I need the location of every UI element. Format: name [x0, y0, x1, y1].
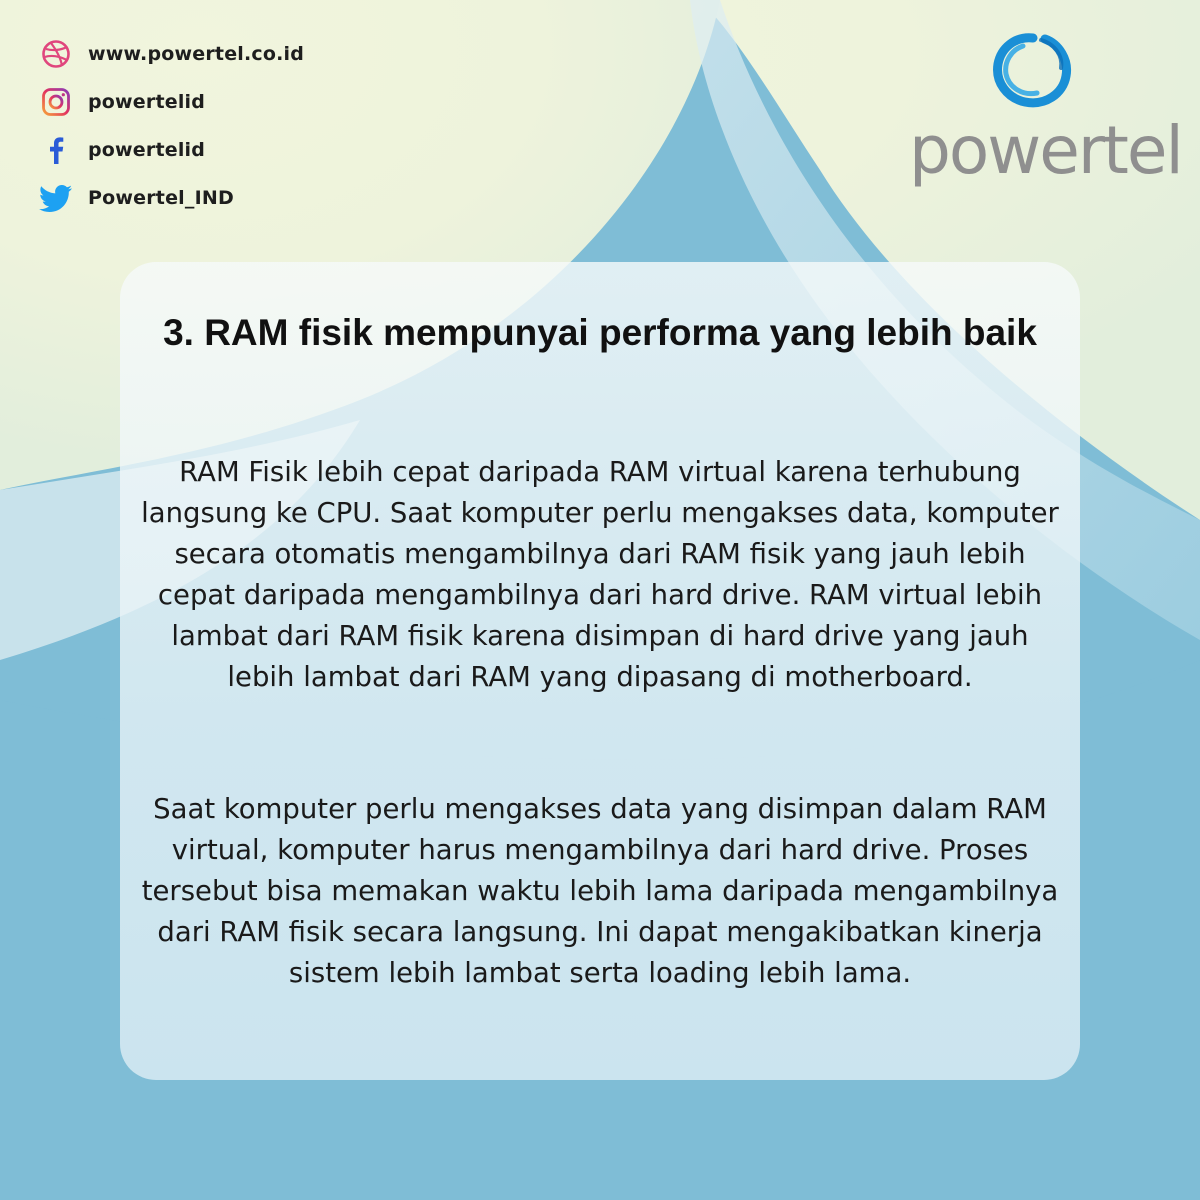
paragraph-1: RAM Fisik lebih cepat daripada RAM virtual karena terhubung langsung ke CPU. Saat komputer perlu mengakses data, komputer secara otomatis mengambilnya dari RAM fisik yang jauh lebih cepat daripada mengambilnya dari hard drive. RAM virtual lebih lambat dari RAM fisik karena disimpan di hard drive yang jauh lebih lambat dari RAM yang dipasang di motherboard. — [141, 456, 1059, 693]
website-link[interactable] — [36, 30, 304, 78]
facebook-link[interactable] — [36, 126, 304, 174]
paragraph-2: Saat komputer perlu mengakses data yang disimpan dalam RAM virtual, komputer harus mengambilnya dari hard drive. Proses tersebut bisa memakan waktu lebih lama daripada mengambilnya dari RAM fisik secara langsung. Ini dapat mengakibatkan kinerja sistem lebih lambat serta loading lebih lama. — [141, 793, 1059, 989]
website-url: www.powertel.co.id — [88, 43, 305, 65]
twitter-handle: Powertel_IND — [88, 187, 234, 209]
section-title: 3. RAM fisik mempunyai performa yang lebih baik — [163, 312, 1037, 353]
social-links — [36, 30, 304, 222]
dribbble-globe-icon — [36, 34, 76, 74]
content-card — [120, 262, 1080, 1080]
logo-wordmark: powertel — [909, 112, 1182, 189]
facebook-handle: powertelid — [88, 139, 206, 161]
instagram-link[interactable] — [36, 78, 304, 126]
facebook-icon — [36, 130, 76, 170]
powertel-logo — [905, 28, 1182, 189]
twitter-bird-icon — [36, 178, 76, 218]
twitter-link[interactable] — [36, 174, 304, 222]
instagram-icon — [36, 82, 76, 122]
instagram-handle: powertelid — [88, 91, 206, 113]
